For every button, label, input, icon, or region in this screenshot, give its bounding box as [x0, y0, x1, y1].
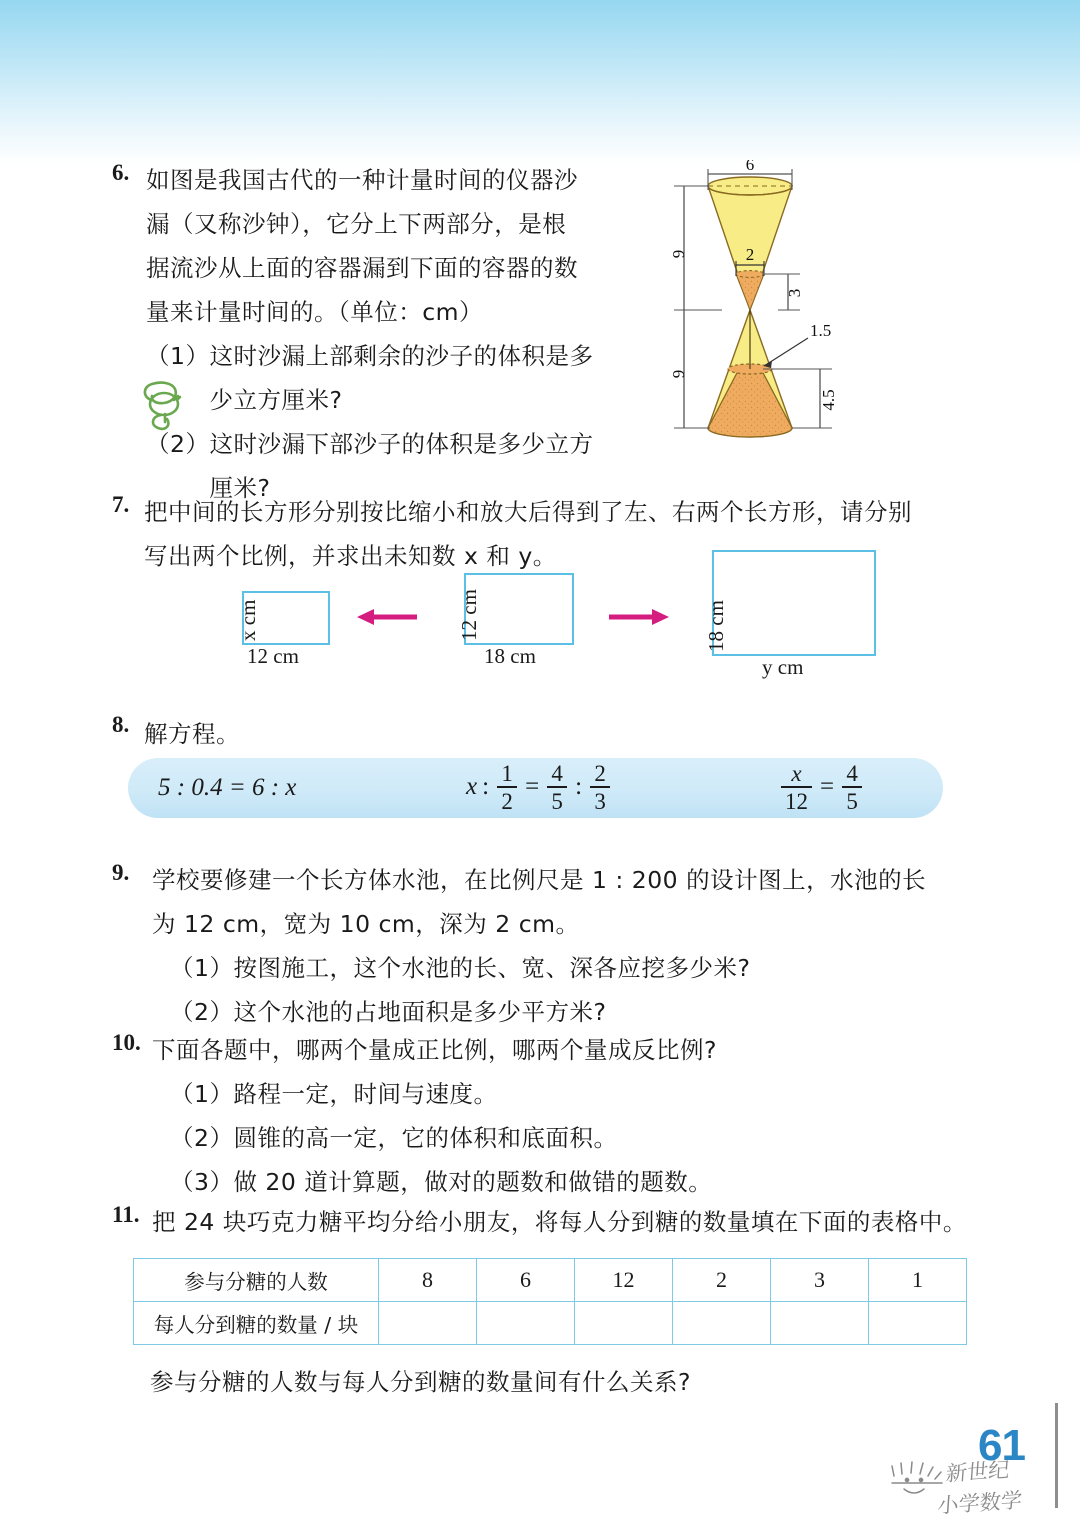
- equation-3-frac1-numerator: x: [791, 761, 802, 786]
- problem-6-number: 6.: [112, 160, 130, 185]
- svg-text:4.5: 4.5: [819, 389, 838, 411]
- problem-11-line-1: 把 24 块巧克力糖平均分给小朋友，将每人分到糖的数量填在下面的表格中。: [152, 1208, 967, 1236]
- problem-10: [112, 1028, 992, 1204]
- equation-3-frac2-numerator: 4: [846, 761, 858, 786]
- equation-2-frac2-numerator: 4: [551, 761, 563, 786]
- equation-3-equals: =: [820, 773, 835, 801]
- equation-2: [466, 762, 613, 813]
- candy-distribution-table: [133, 1258, 967, 1345]
- problem-7-line-1: 把中间的长方形分别按比缩小和放大后得到了左、右两个长方形，请分别: [144, 498, 912, 526]
- equation-2-colon-1: :: [482, 773, 490, 801]
- table-cell-amount-6[interactable]: [869, 1302, 967, 1345]
- problem-9-sub-2-text: 这个水池的占地面积是多少平方米?: [233, 998, 607, 1026]
- hourglass-diagram: [660, 160, 880, 440]
- problem-7-line-2: 写出两个比例，并求出未知数 x 和 y。: [144, 542, 557, 570]
- problem-6-line-3: 据流沙从上面的容器漏到下面的容器的数: [146, 254, 578, 282]
- problem-9-sub-1: [170, 946, 992, 990]
- problem-11: [112, 1200, 992, 1244]
- problem-10-sub-3: [170, 1160, 992, 1204]
- svg-text:9: 9: [669, 249, 688, 259]
- problem-9-number: 9.: [112, 860, 130, 885]
- table-row-header-people: 参与分糖的人数: [134, 1259, 379, 1302]
- table-cell-amount-1[interactable]: [379, 1302, 477, 1345]
- top-gradient-band: [0, 0, 1080, 165]
- problem-6-line-4: 量来计量时间的。（单位：cm）: [146, 298, 484, 326]
- rectangle-right-height-label: 18 cm: [704, 600, 728, 652]
- equation-2-equals: =: [525, 773, 540, 801]
- equation-2-fraction-1: [497, 762, 517, 813]
- problem-6-line-2: 漏（又称沙钟），它分上下两部分，是根: [146, 210, 567, 238]
- problem-11-number: 11.: [112, 1202, 140, 1227]
- table-cell-amount-2[interactable]: [477, 1302, 575, 1345]
- equation-2-fraction-2: [547, 762, 567, 813]
- problem-6-sub-1-line-2: 少立方厘米?: [209, 386, 343, 414]
- problem-6-sub-2-label: （2）: [146, 430, 210, 458]
- problem-9-line-1: 学校要修建一个长方体水池，在比例尺是 1 : 200 的设计图上，水池的长: [152, 866, 927, 894]
- problem-8-title: 解方程。: [144, 720, 240, 748]
- problem-10-sub-2-label: （2）: [170, 1124, 234, 1152]
- problem-6: [112, 158, 672, 510]
- problem-6-sub-2-line-2: 厘米?: [209, 474, 271, 502]
- arrow-left-icon: [357, 606, 419, 628]
- problem-6-sub-1-label: （1）: [146, 342, 210, 370]
- rectangle-left-height-label: x cm: [236, 599, 260, 641]
- rectangle-right-width-label: y cm: [762, 655, 804, 679]
- svg-text:2: 2: [745, 245, 755, 264]
- equation-2-fraction-3: [590, 762, 610, 813]
- equation-3-fraction-1: [781, 762, 812, 813]
- problem-9-line-2: 为 12 cm，宽为 10 cm，深为 2 cm。: [152, 910, 580, 938]
- problem-10-sub-1: [170, 1072, 992, 1116]
- problem-8-number: 8.: [112, 712, 130, 737]
- problem-10-sub-2-text: 圆锥的高一定，它的体积和底面积。: [233, 1124, 618, 1152]
- problem-6-line-1: 如图是我国古代的一种计量时间的仪器沙: [146, 166, 578, 194]
- arrow-right-icon: [607, 606, 669, 628]
- problem-6-sub-1-line-1: 这时沙漏上部剩余的沙子的体积是多: [209, 342, 594, 370]
- rectangle-right: [712, 550, 876, 656]
- problem-9-sub-1-text: 按图施工，这个水池的长、宽、深各应挖多少米?: [233, 954, 751, 982]
- problem-9-sub-2-label: （2）: [170, 998, 234, 1026]
- equation-2-variable: x: [466, 773, 478, 801]
- brand-logo: [880, 1449, 1070, 1527]
- equation-1: [158, 774, 296, 802]
- equation-3-frac2-denominator: 5: [846, 788, 858, 814]
- table-cell-people-1: 8: [379, 1259, 477, 1302]
- problem-10-line-1: 下面各题中，哪两个量成正比例，哪两个量成反比例?: [152, 1036, 717, 1064]
- page-number: 61: [978, 1421, 1025, 1470]
- problem-8: [112, 712, 240, 756]
- problem-9-sub-1-label: （1）: [170, 954, 234, 982]
- equation-2-colon-2: :: [575, 773, 583, 801]
- table-row-header-amount: 每人分到糖的数量 / 块: [134, 1302, 379, 1345]
- table-cell-people-4: 2: [673, 1259, 771, 1302]
- equation-3-frac1-denominator: 12: [785, 788, 808, 814]
- table-cell-people-2: 6: [477, 1259, 575, 1302]
- sun-face-icon: [892, 1462, 942, 1493]
- svg-text:6: 6: [745, 160, 755, 174]
- rectangle-middle-height-label: 12 cm: [457, 589, 481, 641]
- problem-10-sub-1-label: （1）: [170, 1080, 234, 1108]
- svg-text:3: 3: [785, 288, 804, 298]
- table-cell-amount-4[interactable]: [673, 1302, 771, 1345]
- equation-2-frac3-denominator: 3: [594, 788, 606, 814]
- three-rectangles-diagram: [112, 540, 992, 695]
- equation-1-text: 5 : 0.4 = 6 : x: [158, 774, 297, 801]
- table-cell-people-6: 1: [869, 1259, 967, 1302]
- table-cell-amount-3[interactable]: [575, 1302, 673, 1345]
- problem-10-sub-3-text: 做 20 道计算题，做对的题数和做错的题数。: [233, 1168, 713, 1196]
- problem-6-sub-2-line-1: 这时沙漏下部沙子的体积是多少立方: [209, 430, 594, 458]
- table-cell-people-5: 3: [771, 1259, 869, 1302]
- brand-line-1: 新世纪: [945, 1456, 1011, 1486]
- equation-2-frac3-numerator: 2: [594, 761, 606, 786]
- problem-10-sub-2: [170, 1116, 992, 1160]
- right-edge-rule: [1055, 1403, 1058, 1508]
- svg-text:1.5: 1.5: [810, 321, 832, 340]
- problem-7-number: 7.: [112, 492, 130, 517]
- table-row: [134, 1302, 967, 1345]
- equation-2-frac2-denominator: 5: [551, 788, 563, 814]
- equation-3-fraction-2: [842, 762, 862, 813]
- table-row: [134, 1259, 967, 1302]
- equation-2-frac1-numerator: 1: [501, 761, 513, 786]
- equation-3: [778, 762, 865, 813]
- problem-10-sub-3-label: （3）: [170, 1168, 234, 1196]
- equation-bar: [128, 758, 943, 818]
- table-cell-amount-5[interactable]: [771, 1302, 869, 1345]
- brand-line-2: 小学数学: [936, 1487, 1024, 1518]
- problem-10-number: 10.: [112, 1030, 141, 1055]
- page-footer: [880, 1421, 1080, 1525]
- problem-10-sub-1-text: 路程一定，时间与速度。: [233, 1080, 498, 1108]
- rectangle-left-width-label: 12 cm: [247, 644, 299, 668]
- brand-text: [937, 1457, 1023, 1518]
- rectangle-middle-width-label: 18 cm: [484, 644, 536, 668]
- equation-2-frac1-denominator: 2: [501, 788, 513, 814]
- table-cell-people-3: 12: [575, 1259, 673, 1302]
- problem-11-tail-question: 参与分糖的人数与每人分到糖的数量间有什么关系?: [150, 1368, 691, 1396]
- svg-text:9: 9: [669, 369, 688, 379]
- problem-9: [112, 858, 992, 1034]
